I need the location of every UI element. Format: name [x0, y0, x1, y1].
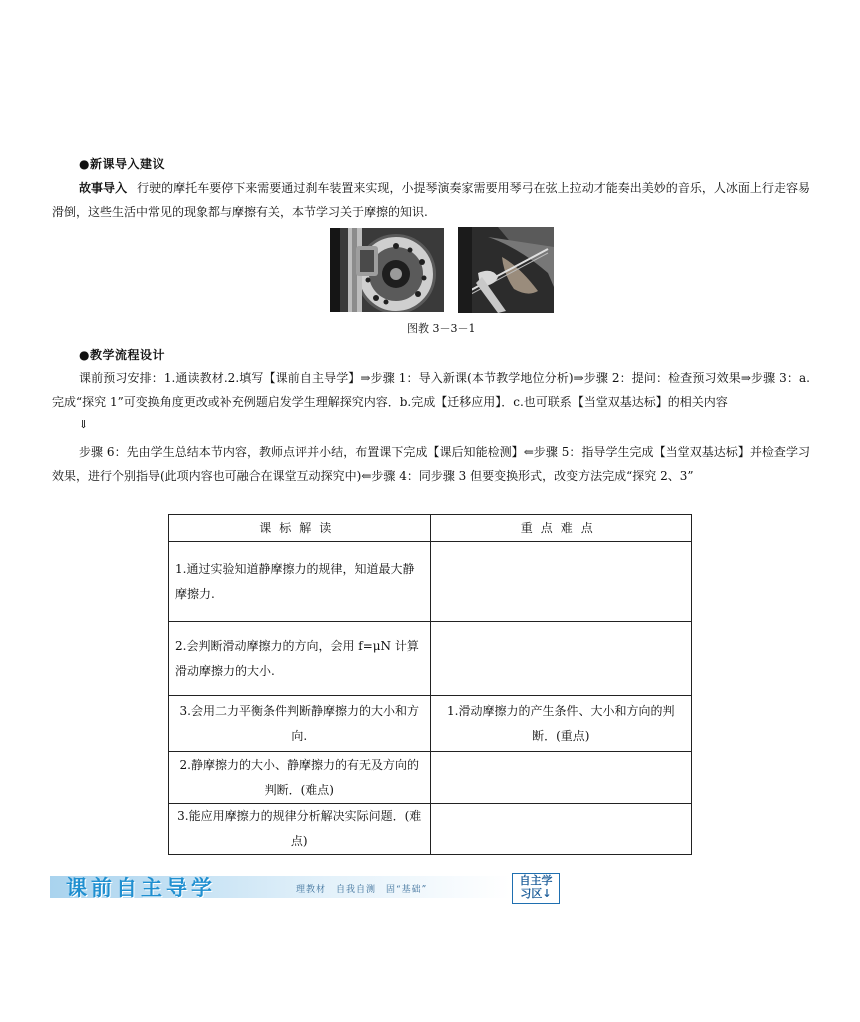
section-heading-intro: ●新课导入建议	[79, 157, 165, 171]
intro-text: 行驶的摩托车要停下来需要通过刹车装置来实现，小提琴演奏家需要用琴弓在弦上拉动才能奏出美妙的音乐，人冰面上行走容易滑倒，这些生活中常见的现象都与摩擦有关，本节学习关于摩擦的知识.	[52, 181, 810, 219]
intro-lead: 故事导入	[79, 181, 128, 195]
table-header-row	[169, 515, 692, 542]
table-cell: 2.会判断滑动摩擦力的方向，会用 f=μN 计算滑动摩擦力的大小.	[169, 622, 431, 696]
table-cell: 3.能应用摩擦力的规律分析解决实际问题．(难点)	[169, 804, 431, 855]
intro-paragraph	[52, 176, 810, 224]
motorcycle-brake-photo	[330, 228, 444, 312]
table-header-standards: 课标解读	[169, 515, 431, 542]
flow-paragraph-1: 课前预习安排：1.通读教材.2.填写【课前自主导学】⇒步骤 1：导入新课(本节教学地位分析)⇒步骤 2：提问：检查预习效果⇒步骤 3：a.完成“探究 1”可变换角度更改或补充例题启发学生理解探究内容．b.完成【迁移应用】．c.也可联系【当堂双基达标】的相关内容	[52, 371, 810, 409]
box-line-2: 习区↓	[520, 887, 552, 900]
self-study-area-box	[512, 873, 560, 904]
arrow-down-icon: ↓	[542, 887, 552, 900]
table-cell	[430, 542, 692, 622]
table-cell: 1.通过实验知道静摩擦力的规律，知道最大静摩擦力.	[169, 542, 431, 622]
violinist-photo	[458, 227, 554, 313]
table-header-keypoints: 重点难点	[430, 515, 692, 542]
section-banner	[50, 870, 560, 904]
flow-paragraph-2: 步骤 6：先由学生总结本节内容，教师点评并小结，布置课下完成【课后知能检测】⇐步骤 5：指导学生完成【当堂双基达标】并检查学习效果，进行个别指导(此项内容也可融合在课堂互动探究中)⇐步骤 4：同步骤 3 但要变换形式，改变方法完成“探究 2、3”	[52, 445, 810, 483]
table-row	[169, 542, 692, 622]
table-cell	[430, 622, 692, 696]
table-row	[169, 804, 692, 855]
table-cell	[430, 752, 692, 804]
standards-table	[168, 514, 692, 855]
table-cell: 2.静摩擦力的大小、静摩擦力的有无及方向的判断．(难点)	[169, 752, 431, 804]
table-cell: 1.滑动摩擦力的产生条件、大小和方向的判断．(重点)	[430, 696, 692, 752]
figure-caption: 图教 3－3－1	[407, 322, 476, 335]
table-row	[169, 696, 692, 752]
banner-title: 课前自主导学	[66, 875, 216, 900]
banner-subtitle: 理教材 自我自测 固“基础”	[296, 885, 428, 895]
flow-arrow: ⇓	[79, 418, 89, 431]
section-heading-flow: ●教学流程设计	[79, 348, 165, 362]
box-line-1: 自主学	[519, 874, 553, 887]
table-row	[169, 622, 692, 696]
table-row	[169, 752, 692, 804]
table-cell: 3.会用二力平衡条件判断静摩擦力的大小和方向.	[169, 696, 431, 752]
table-cell	[430, 804, 692, 855]
